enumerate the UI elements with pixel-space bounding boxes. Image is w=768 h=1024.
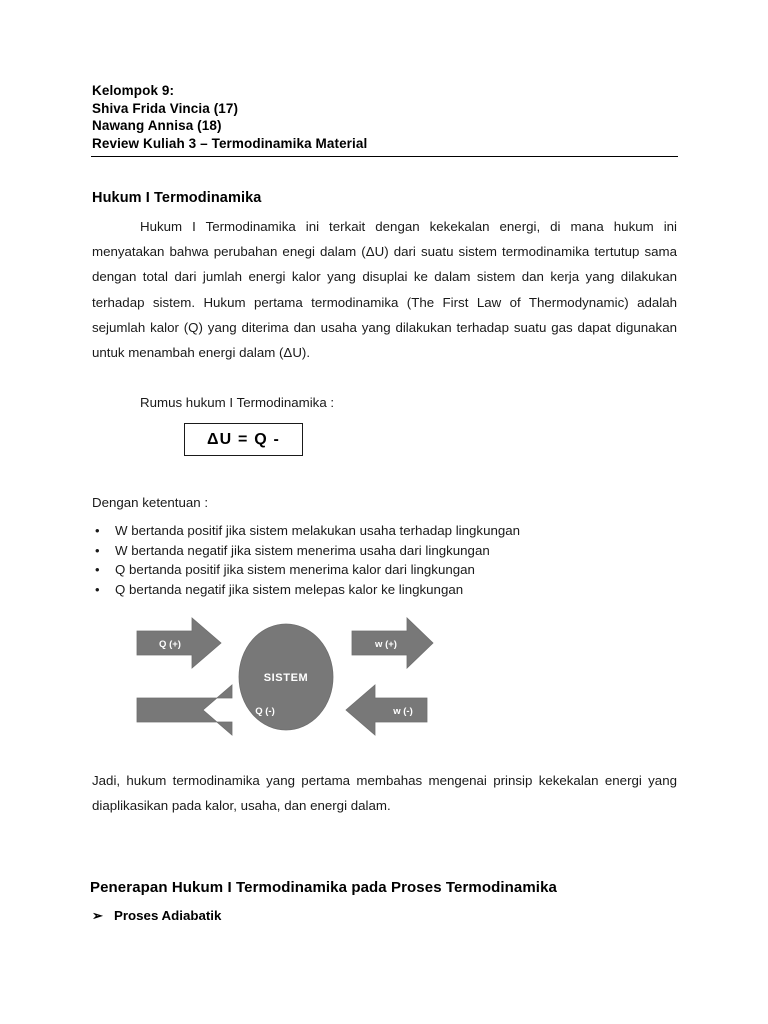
paragraph-hukum-i-termodinamika: Hukum I Termodinamika ini terkait dengan kekekalan energi, di mana hukum ini menyatakan bahwa perubahan enegi dalam (ΔU) dari suatu sistem termodinamika tertutup sama dengan total dari jumlah energi kalor yang disuplai ke dalam sistem dan kerja yang dilakukan terhadap sistem. Hukum pertama termodinamika (The First Law of Thermodynamic) adalah sejumlah kalor (Q) yang diterima dan usaha yang dilakukan terhadap suatu gas dapat digunakan untuk menambah energi dalam (ΔU).	[92, 219, 677, 361]
list-item-label: Q bertanda positif jika sistem menerima kalor dari lingkungan	[115, 562, 475, 578]
list-item	[92, 541, 652, 561]
arrow-label-q-negative: Q (-)	[255, 706, 275, 717]
bullet-icon: •	[95, 562, 100, 578]
formula-text: ΔU = Q -	[206, 430, 281, 448]
system-label: SISTEM	[263, 672, 309, 684]
arrow-w-negative-icon	[346, 685, 427, 735]
list-item-label: W bertanda positif jika sistem melakukan usaha terhadap lingkungan	[115, 523, 521, 538]
header-line-author-1: Shiva Frida Vincia (17)	[92, 100, 239, 116]
ketentuan-list	[92, 521, 652, 599]
header-line-kelompok: Kelompok 9:	[92, 83, 175, 98]
header-line-author-2: Nawang Annisa (18)	[92, 118, 222, 134]
list-item-label: W bertanda negatif jika sistem menerima usaha dari lingkungan	[115, 542, 490, 558]
list-item	[92, 560, 652, 580]
arrow-bullet-icon: ➢	[92, 908, 103, 923]
arrow-label-w-negative: w (-)	[393, 706, 413, 717]
arrow-label-w-positive: w (+)	[375, 639, 397, 650]
arrow-q-negative-icon	[137, 685, 232, 735]
header-line-subject: Review Kuliah 3 – Termodinamika Material	[92, 135, 368, 151]
paragraph-conclusion: Jadi, hukum termodinamika yang pertama membahas mengenai prinsip kekekalan energi yang diaplikasikan pada kalor, usaha, dan energi dalam.	[92, 773, 677, 814]
bullet-icon: •	[95, 581, 100, 597]
rumus-label: Rumus hukum I Termodinamika :	[140, 395, 335, 410]
thermodynamics-system-diagram	[130, 612, 450, 748]
arrow-label-q-positive: Q (+)	[159, 639, 181, 650]
section-title-hukum-i-termodinamika: Hukum I Termodinamika	[92, 190, 262, 206]
bullet-icon: •	[95, 523, 100, 538]
formula-box	[184, 423, 303, 456]
bullet-icon: •	[95, 542, 100, 558]
list-item	[92, 580, 652, 600]
list-item	[92, 521, 652, 541]
section-title-penerapan: Penerapan Hukum I Termodinamika pada Proses Termodinamika	[90, 879, 557, 896]
list-item-label: Q bertanda negatif jika sistem melepas kalor ke lingkungan	[115, 581, 464, 597]
ketentuan-label: Dengan ketentuan :	[92, 495, 209, 510]
subsection-label: Proses Adiabatik	[114, 908, 222, 923]
document-header	[92, 82, 678, 152]
header-divider	[91, 156, 678, 157]
subsection-proses-adiabatik	[92, 908, 492, 924]
